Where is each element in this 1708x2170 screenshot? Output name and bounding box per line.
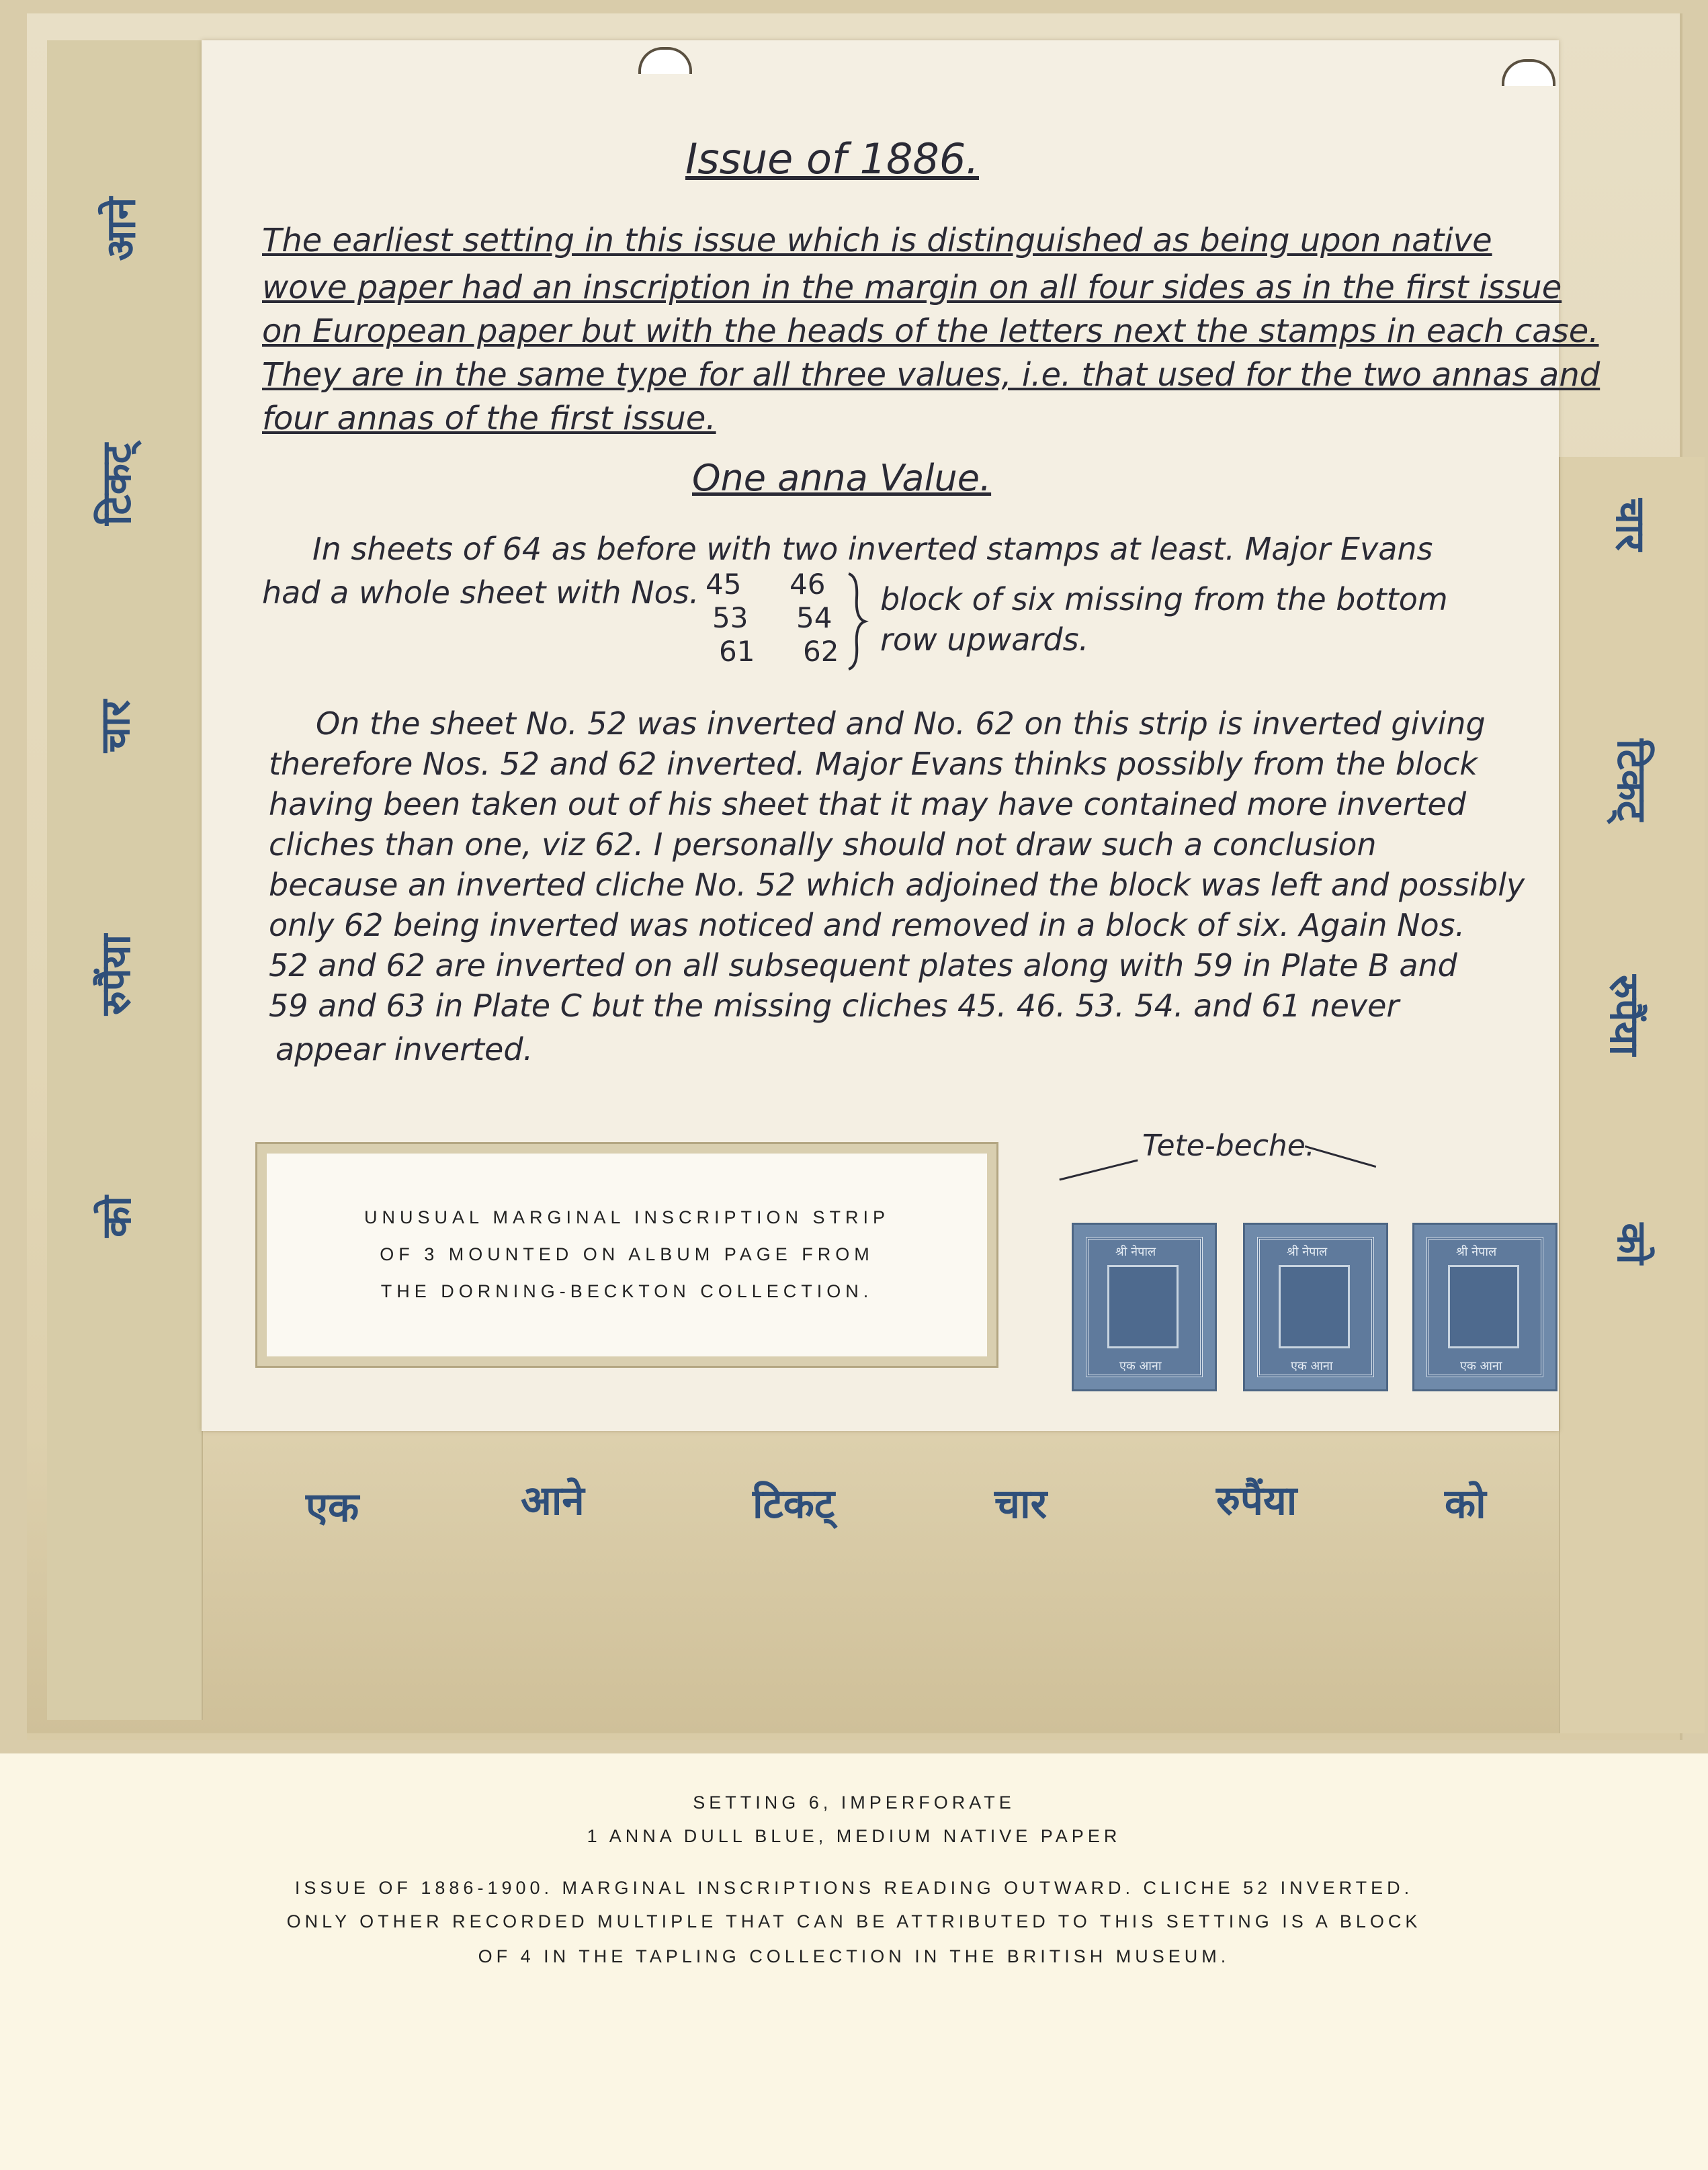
para3-line-8: 59 and 63 in Plate C but the missing cliches 45. 46. 53. 54. and 61 never <box>269 988 1400 1024</box>
caption-line-5: OF 4 IN THE TAPLING COLLECTION IN THE BRITISH MUSEUM. <box>478 1946 1230 1966</box>
stamp-1-center <box>1107 1265 1179 1348</box>
stamp-2-center <box>1279 1265 1350 1348</box>
intro-line-1: The earliest setting in this issue which is distinguished as being upon native <box>262 222 1492 259</box>
right-inscription-3: रुपैंया <box>1600 974 1648 1056</box>
right-marginal-strip <box>1559 457 1705 1733</box>
para3-line-9: appear inverted. <box>275 1031 533 1068</box>
card-line-3: THE DORNING-BECKTON COLLECTION. <box>380 1281 873 1301</box>
collection-caption-card-inner <box>267 1154 987 1356</box>
left-inscription-2: टिकट् <box>93 443 141 526</box>
bottom-inscription-3: टिकट् <box>753 1481 835 1528</box>
bottom-inscription-6: को <box>1445 1481 1486 1528</box>
stamp-1-top-text: श्री नेपाल <box>1115 1245 1156 1259</box>
stamp-3 <box>1412 1223 1557 1391</box>
brace-symbol <box>843 571 870 672</box>
para3-line-4: cliches than one, viz 62. I personally should not draw such a conclusion <box>269 826 1377 863</box>
right-inscription-2: टिकट् <box>1608 738 1656 822</box>
left-inscription-4: रुपैंया <box>93 934 140 1016</box>
caption-line-1: SETTING 6, IMPERFORATE <box>693 1792 1015 1813</box>
intro-line-4: They are in the same type for all three values, i.e. that used for the two annas and <box>262 356 1600 394</box>
stamp-3-center <box>1448 1265 1519 1348</box>
para3-line-5: because an inverted cliche No. 52 which adjoined the block was left and possibly <box>269 867 1525 903</box>
stamp-2 <box>1243 1223 1388 1391</box>
para2-line-1: In sheets of 64 as before with two inverted stamps at least. Major Evans <box>312 531 1433 567</box>
stamp-1 <box>1072 1223 1217 1391</box>
collection-caption-card <box>255 1142 998 1368</box>
para3-line-2: therefore Nos. 52 and 62 inverted. Major Evans thinks possibly from the block <box>269 746 1478 782</box>
cliche-number-62: 62 <box>803 635 839 668</box>
right-inscription-4: को <box>1607 1223 1655 1264</box>
bottom-inscription-2: आने <box>521 1477 585 1524</box>
page-title: Issue of 1886. <box>685 134 979 183</box>
stamp-2-top-text: श्री नेपाल <box>1287 1245 1328 1259</box>
para3-line-1: On the sheet No. 52 was inverted and No. 62 on this strip is inverted giving <box>316 705 1486 742</box>
left-inscription-5: को <box>93 1196 140 1238</box>
stamp-3-top-text: श्री नेपाल <box>1456 1245 1497 1259</box>
caption-line-3: ISSUE OF 1886-1900. MARGINAL INSCRIPTIONS READING OUTWARD. CLICHE 52 INVERTED. <box>294 1878 1414 1898</box>
bottom-inscription-1: एक <box>306 1484 359 1531</box>
stamp-1-bottom-text: एक आना <box>1119 1359 1162 1373</box>
cliche-number-54: 54 <box>796 601 832 634</box>
cliche-number-53: 53 <box>712 601 749 634</box>
stamp-2-bottom-text: एक आना <box>1291 1359 1333 1373</box>
section-subtitle: One anna Value. <box>692 457 992 499</box>
para3-line-3: having been taken out of his sheet that it may have contained more inverted <box>269 786 1467 822</box>
cliche-number-46: 46 <box>789 568 826 601</box>
cliche-number-61: 61 <box>719 635 755 668</box>
para3-line-6: only 62 being inverted was noticed and removed in a block of six. Again Nos. <box>269 907 1465 943</box>
cliche-number-45: 45 <box>706 568 742 601</box>
caption-line-4: ONLY OTHER RECORDED MULTIPLE THAT CAN BE ATTRIBUTED TO THIS SETTING IS A BLOCK <box>286 1911 1422 1932</box>
para3-line-7: 52 and 62 are inverted on all subsequent plates along with 59 in Plate B and <box>269 947 1457 984</box>
left-marginal-strip <box>47 40 203 1720</box>
intro-line-2: wove paper had an inscription in the margin on all four sides as in the first issue <box>262 269 1562 306</box>
tete-beche-label: Tete-beche. <box>1142 1129 1315 1163</box>
album-bottom-margin <box>27 1438 1680 1733</box>
bottom-inscription-4: चार <box>994 1481 1048 1528</box>
stamp-3-bottom-text: एक आना <box>1460 1359 1502 1373</box>
caption-line-2: 1 ANNA DULL BLUE, MEDIUM NATIVE PAPER <box>587 1826 1121 1846</box>
para2-continuation-2: row upwards. <box>880 621 1089 658</box>
para2-continuation-1: block of six missing from the bottom <box>880 581 1448 617</box>
card-line-1: UNUSUAL MARGINAL INSCRIPTION STRIP <box>364 1207 890 1227</box>
para2-line-2: had a whole sheet with Nos. <box>262 574 699 611</box>
intro-line-3: on European paper but with the heads of the letters next the stamps in each case. <box>262 312 1599 350</box>
bottom-inscription-5: रुपैंया <box>1216 1477 1297 1524</box>
left-inscription-3: चार <box>92 699 140 753</box>
left-inscription-1: आने <box>97 197 145 261</box>
right-inscription-1: चार <box>1607 498 1654 552</box>
card-line-2: OF 3 MOUNTED ON ALBUM PAGE FROM <box>380 1244 874 1264</box>
intro-line-5: four annas of the first issue. <box>262 400 716 437</box>
